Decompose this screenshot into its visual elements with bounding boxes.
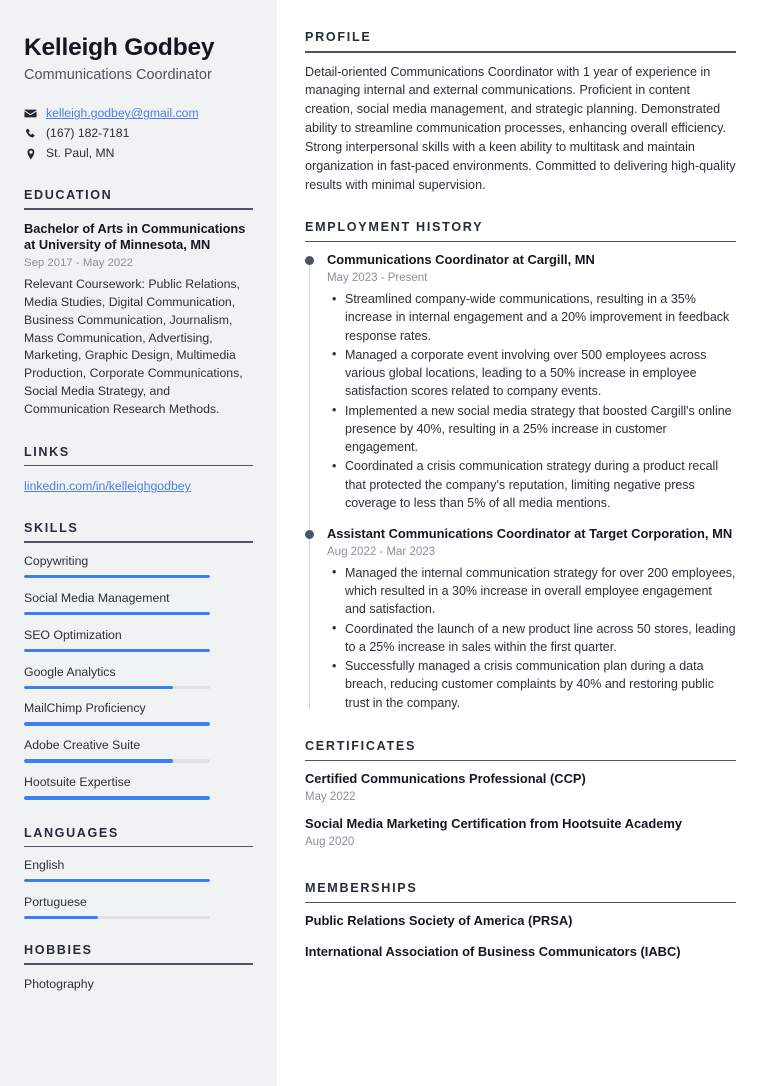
certificate-date: Aug 2020 [305,835,355,848]
timeline-dot-icon [305,530,314,539]
memberships-heading: MEMBERSHIPS [305,880,418,895]
skill-item [24,554,253,578]
links-divider [24,465,253,467]
links-heading: LINKS [24,444,70,459]
hobbies-divider [24,963,253,965]
section-profile [305,30,736,195]
candidate-job-title: Communications Coordinator [24,66,212,83]
contact-email [24,105,253,122]
skill-level-fill [24,686,173,689]
main-column [277,0,768,1086]
job-bullet: • Managed the internal communication strategy for over 200 employees, which resulted in a 30% increase in overall employee engagement and satisfaction. [327,564,736,619]
sidebar [0,0,277,1086]
skills-divider [24,541,253,543]
profile-text: Detail-oriented Communications Coordinator with 1 year of experience in managing internal and external communications. Proficient in content creation, social media management, and strategic planning. Demonstrated ability to streamline communication processes, enhancing overall efficiency. Strong interpersonal skills with a keen ability to multitask and maintain organization in fast-paced environments. Committed to delivering high-quality results with minimal supervision. [305,64,736,192]
education-divider [24,208,253,210]
certificates-divider [305,760,736,762]
certificates-heading: CERTIFICATES [305,738,417,753]
timeline-dot-icon [305,256,314,265]
language-label: Portuguese [24,894,87,909]
section-education [24,188,253,419]
section-languages [24,826,253,920]
skill-level-track [24,575,210,578]
job-bullet: • Implemented a new social media strategy that boosted Cargill's online presence by 40%, resulting in a 25% increase in customer engagement. [327,402,736,457]
employment-heading: EMPLOYMENT HISTORY [305,219,484,234]
job-date: Aug 2022 - Mar 2023 [327,545,436,558]
languages-divider [24,846,253,848]
language-item [24,895,253,919]
job-bullet: • Managed a corporate event involving over 500 employees across various global locations, leading to a 50% increase in employee satisfaction scores related to company events. [327,346,736,401]
location-pin-icon [24,147,37,160]
section-certificates [305,739,736,850]
certificate-item [305,771,736,805]
job-bullet: • Coordinated a crisis communication strategy during a product recall that protected the company's reputation, limiting negative press coverage to less than 5% of all media mentions. [327,457,736,512]
section-links [24,445,253,496]
membership-item: Public Relations Society of America (PRSA) [305,913,573,929]
job-entry [327,252,736,512]
skill-label: Google Analytics [24,664,116,679]
envelope-icon [24,107,37,120]
skill-label: SEO Optimization [24,627,122,642]
language-level-track [24,879,210,882]
skill-level-fill [24,649,210,652]
language-level-fill [24,916,98,919]
languages-heading: LANGUAGES [24,825,119,840]
certificate-item [305,816,736,850]
skill-label: Social Media Management [24,590,170,605]
skill-item [24,665,253,689]
skill-item [24,591,253,615]
skill-level-track [24,796,210,799]
skill-level-track [24,649,210,652]
link-item-linkedin[interactable]: linkedin.com/in/kelleighgodbey [24,479,191,494]
skill-item [24,701,253,725]
skill-level-fill [24,759,173,762]
job-date: May 2023 - Present [327,272,428,285]
job-entry [327,526,736,712]
hobby-item: Photography [24,976,94,991]
skill-label: Hootsuite Expertise [24,775,131,790]
employment-divider [305,241,736,243]
section-skills [24,521,253,799]
skill-level-fill [24,722,210,725]
employment-timeline [305,252,736,711]
certificate-date: May 2022 [305,791,356,804]
language-label: English [24,858,65,873]
skill-label: Adobe Creative Suite [24,738,141,753]
skill-item [24,738,253,762]
education-date: Sep 2017 - May 2022 [24,257,133,270]
education-heading: EDUCATION [24,188,113,203]
education-description: Relevant Coursework: Public Relations, Media Studies, Digital Communication, Business Communication, Journalism, Mass Communication, Advertising, Marketing, Graphic Design, Multimedia Production, Corporate Communications, Social Media Strategy, and Communication Research Methods. [24,277,243,416]
skill-level-track [24,759,210,762]
location-text: St. Paul, MN [46,146,115,161]
skill-level-track [24,686,210,689]
job-title: Communications Coordinator at Cargill, MN [327,252,595,268]
profile-heading: PROFILE [305,30,372,44]
job-bullet-list [327,290,736,512]
skill-level-fill [24,575,210,578]
language-level-track [24,916,210,919]
hobbies-heading: HOBBIES [24,943,93,958]
memberships-divider [305,902,736,904]
skill-label: MailChimp Proficiency [24,701,146,716]
skill-item [24,628,253,652]
skill-level-track [24,722,210,725]
skill-level-fill [24,612,210,615]
candidate-name: Kelleigh Godbey [24,34,215,61]
skill-item [24,775,253,799]
job-title: Assistant Communications Coordinator at Target Corporation, MN [327,526,733,542]
email-link[interactable]: kelleigh.godbey@gmail.com [46,106,199,121]
contact-list [24,105,253,162]
language-level-fill [24,879,210,882]
phone-text: (167) 182-7181 [46,126,130,141]
section-hobbies [24,943,253,992]
job-bullet: • Successfully managed a crisis communication plan during a data breach, reducing customer complaints by 40% and restoring public trust in the company. [327,657,736,712]
skill-level-track [24,612,210,615]
certificate-title: Certified Communications Professional (CCP) [305,771,586,787]
skills-heading: SKILLS [24,521,79,536]
contact-phone [24,125,253,142]
phone-icon [24,127,37,140]
language-item [24,858,253,882]
profile-divider [305,51,736,53]
job-bullet-list [327,564,736,712]
section-memberships [305,881,736,961]
contact-location [24,145,253,162]
membership-item: International Association of Business Communicators (IABC) [305,944,681,960]
certificate-title: Social Media Marketing Certification from Hootsuite Academy [305,816,683,832]
education-degree: Bachelor of Arts in Communications at University of Minnesota, MN [24,220,246,253]
skill-label: Copywriting [24,553,89,568]
name-block [24,34,253,84]
job-bullet: • Coordinated the launch of a new product line across 50 stores, leading to a 25% increase in sales within the first quarter. [327,620,736,657]
section-employment-history [305,220,736,712]
skill-level-fill [24,796,210,799]
job-bullet: • Streamlined company-wide communications, resulting in a 35% increase in internal engagement and a 20% improvement in feedback response rates. [327,290,736,345]
